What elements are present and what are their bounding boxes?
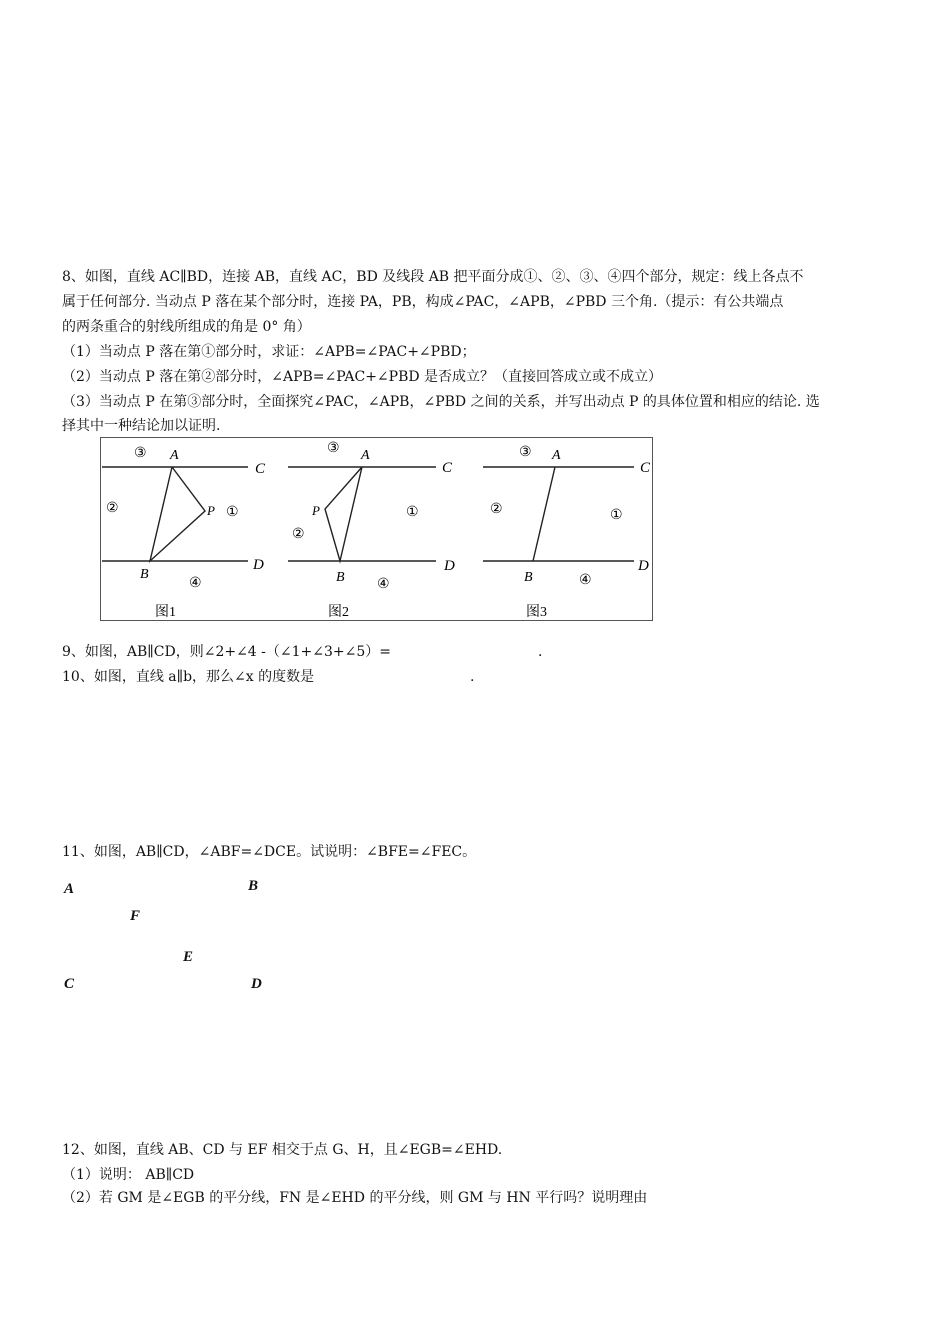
fig2-label-p: P (312, 503, 320, 518)
q8-figures (100, 437, 653, 621)
figure-frame (101, 438, 653, 621)
fig3-region-1: ① (610, 508, 623, 523)
fig2-label-b: B (336, 570, 345, 585)
q8-text-line-1: 8、如图，直线 AC∥BD，连接 AB，直线 AC，BD 及线段 AB 把平面分成①、②、③、④四个部分，规定：线上各点不 (62, 269, 804, 285)
q8-text-line-3: 的两条重合的射线所组成的角是 0° 角） (62, 319, 311, 335)
q12-part-2: （2）若 GM 是∠EGB 的平分线，FN 是∠EHD 的平分线，则 GM 与 HN 平行吗？说明理由 (62, 1190, 648, 1206)
q10-end: . (470, 669, 475, 685)
q8-part-2: （2）当动点 P 落在第②部分时，∠APB=∠PAC+∠PBD 是否成立？（直接回答成立或不成立） (62, 369, 663, 385)
fig1-caption: 图1 (155, 605, 176, 620)
fig3-label-b: B (524, 570, 533, 585)
fig3-caption: 图3 (526, 605, 547, 620)
fig1-label-a: A (170, 448, 179, 463)
fig1-region-4: ④ (189, 576, 202, 591)
fig1-label-b: B (140, 567, 149, 582)
fig1-label-d: D (253, 557, 264, 573)
fig1-label-c: C (255, 461, 266, 477)
q10-text: 10、如图，直线 a∥b，那么∠x 的度数是 (62, 669, 315, 685)
fig2-region-4: ④ (377, 577, 390, 592)
q11-point-c: C (64, 976, 75, 992)
q8-part-3-line-2: 择其中一种结论加以证明. (62, 418, 221, 434)
q9-text: 9、如图，AB∥CD，则∠2+∠4 -（∠1+∠3+∠5）= (62, 644, 391, 660)
q12-text: 12、如图，直线 AB、CD 与 EF 相交于点 G、H，且∠EGB=∠EHD. (62, 1142, 503, 1158)
fig3-label-d: D (638, 558, 649, 574)
q8-part-3-line-1: （3）当动点 P 在第③部分时，全面探究∠PAC，∠APB，∠PBD 之间的关系，并写出动点 P 的具体位置和相应的结论. 选 (62, 394, 820, 410)
fig1-region-3: ③ (134, 446, 147, 461)
q8-text-line-2: 属于任何部分. 当动点 P 落在某个部分时，连接 PA，PB，构成∠PAC，∠APB，∠PBD 三个角.（提示：有公共端点 (62, 294, 784, 310)
fig2-region-2: ② (292, 527, 305, 542)
fig1-region-1: ① (226, 505, 239, 520)
q9-end: . (538, 644, 543, 660)
fig3-label-a: A (552, 448, 561, 463)
q8-part-1: （1）当动点 P 落在第①部分时，求证：∠APB=∠PAC+∠PBD； (62, 344, 476, 360)
fig2-label-d: D (444, 558, 455, 574)
q11-point-b: B (248, 878, 259, 894)
fig3-label-c: C (640, 460, 651, 476)
fig2-region-1: ① (406, 505, 419, 520)
q11-point-d: D (251, 976, 262, 992)
q11-point-a: A (64, 881, 75, 897)
fig1-label-p: P (207, 503, 215, 518)
fig3-region-2: ② (490, 502, 503, 517)
fig2-region-3: ③ (327, 441, 340, 456)
q11-text: 11、如图，AB∥CD，∠ABF=∠DCE。试说明：∠BFE=∠FEC。 (62, 844, 477, 860)
fig2-label-c: C (442, 460, 453, 476)
q12-part-1: （1）说明： AB∥CD (62, 1167, 195, 1183)
fig2-label-a: A (361, 448, 370, 463)
q11-point-e: E (183, 949, 194, 965)
fig1-region-2: ② (106, 501, 119, 516)
fig2-caption: 图2 (328, 605, 349, 620)
q11-point-f: F (130, 908, 141, 924)
fig3-region-3: ③ (519, 445, 532, 460)
fig3-region-4: ④ (579, 573, 592, 588)
